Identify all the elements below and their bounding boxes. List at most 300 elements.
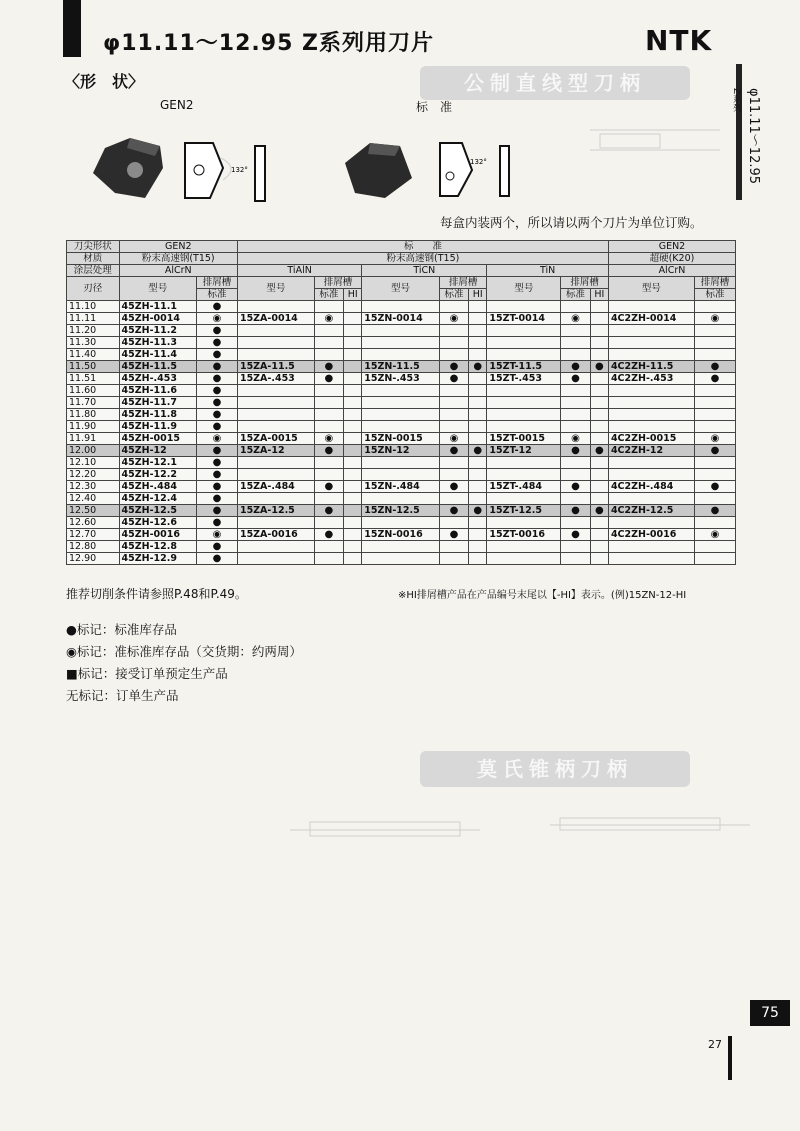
cell-gen2-right-model (608, 337, 694, 349)
cell-gen2-right-model (608, 409, 694, 421)
cell-tialn-hi (344, 433, 362, 445)
cell-ticn-model: 15ZN-0015 (362, 433, 440, 445)
cell-tin-hi (590, 409, 608, 421)
cell-tin-model: 15ZT-0016 (487, 529, 561, 541)
cell-tialn-model: 15ZA-.453 (237, 373, 314, 385)
cell-gen2-right-std: ● (694, 445, 735, 457)
cell-ticn-std: ● (439, 529, 468, 541)
cell-tialn-std: ● (314, 481, 343, 493)
cell-ticn-model (362, 337, 440, 349)
cell-gen2-right-std (694, 421, 735, 433)
th-tialn-chip-groove: 排屑槽 (314, 277, 362, 289)
table-row (67, 385, 736, 397)
cell-gen2-right-std: ◉ (694, 433, 735, 445)
cell-tialn-hi (344, 409, 362, 421)
standard-angle-label: 132° (470, 158, 487, 166)
cell-gen2-model: 45ZH-12.6 (119, 517, 197, 529)
cell-gen2-right-model (608, 493, 694, 505)
th-gen2-chip-groove: 排屑槽 (197, 277, 238, 289)
cutting-conditions-note: 推荐切削条件请参照P.48和P.49。 (66, 587, 247, 601)
cell-ticn-model (362, 469, 440, 481)
cell-tialn-std (314, 325, 343, 337)
table-row (67, 481, 736, 493)
cell-tin-hi (590, 349, 608, 361)
cell-ticn-std (439, 409, 468, 421)
cell-gen2-std: ● (197, 457, 238, 469)
cell-tin-std: ◉ (561, 313, 590, 325)
cell-tin-hi (590, 433, 608, 445)
cell-gen2-model: 45ZH-12.1 (119, 457, 197, 469)
th-tin-hi: HI (590, 289, 608, 301)
cell-gen2-right-model (608, 541, 694, 553)
cell-ticn-model: 15ZN-0014 (362, 313, 440, 325)
cell-tialn-hi (344, 385, 362, 397)
cell-tin-std: ● (561, 529, 590, 541)
cell-gen2-std: ● (197, 445, 238, 457)
cell-gen2-model: 45ZH-12.4 (119, 493, 197, 505)
cell-gen2-right-model (608, 553, 694, 565)
cell-diameter: 11.51 (67, 373, 120, 385)
cell-gen2-model: 45ZH-0016 (119, 529, 197, 541)
cell-ticn-std (439, 541, 468, 553)
cell-ticn-hi (469, 385, 487, 397)
table-row (67, 421, 736, 433)
cell-tialn-model: 15ZA-0016 (237, 529, 314, 541)
cell-gen2-right-std (694, 397, 735, 409)
cell-tialn-model (237, 457, 314, 469)
cell-ticn-hi (469, 349, 487, 361)
cell-gen2-right-model: 4C2ZH-11.5 (608, 361, 694, 373)
cell-tialn-hi (344, 553, 362, 565)
cell-gen2-std: ● (197, 553, 238, 565)
th-gen2-right-std: 标准 (694, 289, 735, 301)
cell-tin-hi: ● (590, 505, 608, 517)
cell-tin-std (561, 385, 590, 397)
table-row (67, 505, 736, 517)
cell-gen2-right-model: 4C2ZH-0015 (608, 433, 694, 445)
cell-tialn-hi (344, 469, 362, 481)
cell-ticn-model (362, 397, 440, 409)
cell-gen2-right-model (608, 517, 694, 529)
cell-tialn-model (237, 517, 314, 529)
cell-gen2-right-std (694, 469, 735, 481)
cell-gen2-model: 45ZH-11.2 (119, 325, 197, 337)
footer-bar (728, 1036, 732, 1080)
cell-ticn-std: ● (439, 481, 468, 493)
cell-tin-std (561, 349, 590, 361)
cell-gen2-model: 45ZH-11.3 (119, 337, 197, 349)
table-row (67, 517, 736, 529)
cell-gen2-right-model: 4C2ZH-.453 (608, 373, 694, 385)
cell-gen2-std: ● (197, 409, 238, 421)
cell-gen2-right-std (694, 385, 735, 397)
table-row (67, 397, 736, 409)
cell-ticn-std (439, 397, 468, 409)
cell-ticn-std (439, 349, 468, 361)
cell-ticn-std: ◉ (439, 433, 468, 445)
th-tin: TiN (487, 265, 609, 277)
cell-diameter: 12.90 (67, 553, 120, 565)
cell-tin-hi: ● (590, 361, 608, 373)
cell-gen2-model: 45ZH-12.8 (119, 541, 197, 553)
th-gen2-right: GEN2 (608, 241, 735, 253)
cell-diameter: 11.50 (67, 361, 120, 373)
cell-tialn-hi (344, 517, 362, 529)
cell-tin-std: ● (561, 361, 590, 373)
cell-tialn-model (237, 493, 314, 505)
cell-gen2-std: ● (197, 517, 238, 529)
cell-gen2-right-std: ● (694, 505, 735, 517)
cell-gen2-model: 45ZH-0015 (119, 433, 197, 445)
cell-tin-model (487, 301, 561, 313)
cell-tin-model: 15ZT-0014 (487, 313, 561, 325)
th-standard-material: 粉末高速钢(T15) (237, 253, 608, 265)
cell-gen2-right-model: 4C2ZH-0016 (608, 529, 694, 541)
cell-tialn-std (314, 385, 343, 397)
cell-gen2-right-std (694, 325, 735, 337)
cell-ticn-hi (469, 409, 487, 421)
th-carbide: 超硬(K20) (608, 253, 735, 265)
legend-no-mark: 无标记：订单生产品 (66, 688, 179, 703)
cell-tin-hi (590, 421, 608, 433)
cell-tialn-std: ● (314, 373, 343, 385)
cell-gen2-right-model (608, 301, 694, 313)
cell-diameter: 12.60 (67, 517, 120, 529)
cell-gen2-std: ● (197, 469, 238, 481)
cell-tin-model: 15ZT-.484 (487, 481, 561, 493)
cell-diameter: 11.40 (67, 349, 120, 361)
cell-tialn-model: 15ZA-12 (237, 445, 314, 457)
th-tin-model: 型号 (487, 277, 561, 301)
cell-ticn-hi (469, 541, 487, 553)
cell-tin-hi (590, 325, 608, 337)
page-title: φ11.11～12.95 Z系列用刀片 (103, 31, 434, 56)
cell-gen2-model: 45ZH-11.1 (119, 301, 197, 313)
cell-gen2-std: ● (197, 361, 238, 373)
cell-gen2-right-std (694, 337, 735, 349)
cell-tialn-std: ● (314, 445, 343, 457)
table-row (67, 433, 736, 445)
cell-gen2-std: ● (197, 505, 238, 517)
cell-gen2-model: 45ZH-11.4 (119, 349, 197, 361)
cell-tin-model: 15ZT-12.5 (487, 505, 561, 517)
cell-ticn-std (439, 301, 468, 313)
cell-tialn-std (314, 517, 343, 529)
cell-tin-model: 15ZT-12 (487, 445, 561, 457)
cell-tin-std (561, 553, 590, 565)
cell-tialn-std (314, 493, 343, 505)
cell-tin-std (561, 541, 590, 553)
cell-tin-model (487, 409, 561, 421)
cell-ticn-std (439, 421, 468, 433)
cell-tialn-std (314, 337, 343, 349)
cell-gen2-std: ● (197, 385, 238, 397)
shape-section-label: 〈形 状〉 (64, 72, 145, 91)
cell-gen2-right-std (694, 493, 735, 505)
cell-tin-model (487, 457, 561, 469)
side-tab-label: φ11.11～12.95 (746, 88, 761, 185)
cell-ticn-model (362, 457, 440, 469)
cell-tin-std (561, 517, 590, 529)
cell-gen2-std: ● (197, 349, 238, 361)
cell-diameter: 11.70 (67, 397, 120, 409)
table-row (67, 301, 736, 313)
cell-gen2-right-std (694, 349, 735, 361)
cell-tialn-std: ● (314, 505, 343, 517)
cell-tin-model (487, 337, 561, 349)
cell-gen2-right-model: 4C2ZH-12.5 (608, 505, 694, 517)
cell-ticn-model: 15ZN-.484 (362, 481, 440, 493)
cell-gen2-right-model (608, 385, 694, 397)
cell-tialn-std (314, 541, 343, 553)
table-row (67, 337, 736, 349)
th-material: 材质 (67, 253, 120, 265)
table-row (67, 553, 736, 565)
th-ticn-model: 型号 (362, 277, 440, 301)
cell-gen2-model: 45ZH-0014 (119, 313, 197, 325)
th-ticn-std: 标准 (439, 289, 468, 301)
th-tin-chip-groove: 排屑槽 (561, 277, 609, 289)
cell-tin-std (561, 409, 590, 421)
th-tin-std: 标准 (561, 289, 590, 301)
cell-gen2-model: 45ZH-11.5 (119, 361, 197, 373)
cell-gen2-right-model (608, 457, 694, 469)
cell-gen2-right-std (694, 553, 735, 565)
cell-ticn-std (439, 337, 468, 349)
cell-gen2-right-model: 4C2ZH-0014 (608, 313, 694, 325)
th-gen2-right-model: 型号 (608, 277, 694, 301)
cell-ticn-model: 15ZN-12 (362, 445, 440, 457)
cell-gen2-std: ● (197, 337, 238, 349)
cell-gen2-right-model (608, 397, 694, 409)
cell-tin-std (561, 493, 590, 505)
cell-gen2-right-model (608, 469, 694, 481)
cell-tialn-model (237, 409, 314, 421)
cell-gen2-std: ◉ (197, 313, 238, 325)
cell-tin-std: ● (561, 373, 590, 385)
cell-ticn-model (362, 325, 440, 337)
gen2-insert-illustration (85, 118, 275, 213)
table-row (67, 409, 736, 421)
cell-gen2-right-std: ● (694, 481, 735, 493)
cell-diameter: 12.40 (67, 493, 120, 505)
cell-tin-hi (590, 457, 608, 469)
cell-tin-model (487, 493, 561, 505)
cell-gen2-model: 45ZH-11.8 (119, 409, 197, 421)
cell-gen2-std: ◉ (197, 433, 238, 445)
cell-ticn-hi (469, 433, 487, 445)
cell-ticn-hi (469, 457, 487, 469)
cell-diameter: 11.80 (67, 409, 120, 421)
cell-tialn-model: 15ZA-11.5 (237, 361, 314, 373)
cell-ticn-hi (469, 325, 487, 337)
cell-tin-model (487, 397, 561, 409)
cell-ticn-hi (469, 301, 487, 313)
cell-tin-hi (590, 313, 608, 325)
cell-ticn-hi (469, 481, 487, 493)
th-ticn: TiCN (362, 265, 487, 277)
cell-diameter: 12.20 (67, 469, 120, 481)
cell-ticn-hi (469, 529, 487, 541)
cell-gen2-model: 45ZH-12.9 (119, 553, 197, 565)
bleed-through-heading-mid: 莫氏锥柄刀柄 (420, 751, 690, 787)
cell-ticn-std: ● (439, 445, 468, 457)
legend-standard-stock: ●标记：标准库存品 (66, 622, 177, 637)
cell-ticn-hi: ● (469, 505, 487, 517)
cell-gen2-right-std (694, 457, 735, 469)
cell-ticn-std: ● (439, 505, 468, 517)
bleed-through-drawing-top (580, 110, 740, 170)
cell-tin-model: 15ZT-.453 (487, 373, 561, 385)
table-row (67, 373, 736, 385)
cell-tialn-std: ◉ (314, 433, 343, 445)
cell-tialn-hi (344, 421, 362, 433)
bleed-through-drawing-mid (280, 800, 760, 870)
cell-tin-model (487, 349, 561, 361)
cell-gen2-right-std: ● (694, 373, 735, 385)
cell-tin-hi (590, 373, 608, 385)
legend-semi-standard: ◉标记：准标准库存品（交货期：约两周） (66, 644, 302, 659)
cell-gen2-right-model (608, 349, 694, 361)
cell-ticn-model (362, 493, 440, 505)
cell-tin-std (561, 457, 590, 469)
cell-tin-hi (590, 337, 608, 349)
cell-ticn-model: 15ZN-.453 (362, 373, 440, 385)
cell-tialn-hi (344, 349, 362, 361)
standard-insert-illustration (340, 118, 520, 213)
bleed-through-heading-top: 公制直线型刀柄 (420, 66, 690, 100)
cell-gen2-right-std (694, 541, 735, 553)
cell-tialn-hi (344, 361, 362, 373)
cell-gen2-std: ● (197, 421, 238, 433)
cell-tialn-hi (344, 397, 362, 409)
cell-ticn-hi (469, 469, 487, 481)
cell-tin-model (487, 421, 561, 433)
cell-gen2-right-std (694, 301, 735, 313)
table-row (67, 313, 736, 325)
cell-tialn-std (314, 301, 343, 313)
cell-gen2-right-std: ● (694, 361, 735, 373)
th-diameter: 刃径 (67, 277, 120, 301)
cell-tin-hi (590, 481, 608, 493)
cell-tin-std (561, 337, 590, 349)
cell-diameter: 12.10 (67, 457, 120, 469)
cell-tialn-model: 15ZA-.484 (237, 481, 314, 493)
th-gen2-material: 粉末高速钢(T15) (119, 253, 237, 265)
th-gen2: GEN2 (119, 241, 237, 253)
table-row (67, 325, 736, 337)
cell-diameter: 12.80 (67, 541, 120, 553)
cell-tin-hi (590, 301, 608, 313)
cell-tialn-hi (344, 445, 362, 457)
table-row (67, 445, 736, 457)
cell-ticn-std (439, 493, 468, 505)
cell-tin-std: ● (561, 505, 590, 517)
cell-tialn-hi (344, 313, 362, 325)
cell-gen2-right-model: 4C2ZH-.484 (608, 481, 694, 493)
cell-gen2-model: 45ZH-12.5 (119, 505, 197, 517)
cell-tin-std (561, 421, 590, 433)
cell-diameter: 11.20 (67, 325, 120, 337)
cell-ticn-model (362, 553, 440, 565)
brand-logo: NTK (645, 24, 713, 57)
cell-ticn-std (439, 553, 468, 565)
cell-tialn-std (314, 421, 343, 433)
cell-ticn-std (439, 517, 468, 529)
cell-gen2-model: 45ZH-11.9 (119, 421, 197, 433)
cell-ticn-std: ● (439, 361, 468, 373)
cell-ticn-model: 15ZN-0016 (362, 529, 440, 541)
cell-diameter: 11.91 (67, 433, 120, 445)
cell-diameter: 11.30 (67, 337, 120, 349)
cell-ticn-hi (469, 517, 487, 529)
gen2-angle-label: 132° (231, 166, 248, 174)
cell-tialn-std: ● (314, 361, 343, 373)
cell-gen2-std: ◉ (197, 529, 238, 541)
cell-tialn-model: 15ZA-0014 (237, 313, 314, 325)
cell-tin-model: 15ZT-11.5 (487, 361, 561, 373)
cell-gen2-std: ● (197, 325, 238, 337)
cell-ticn-hi (469, 373, 487, 385)
cell-tin-std (561, 397, 590, 409)
cell-tin-std (561, 325, 590, 337)
cell-diameter: 12.70 (67, 529, 120, 541)
cell-gen2-right-std (694, 517, 735, 529)
cell-tin-model (487, 469, 561, 481)
cell-gen2-std: ● (197, 493, 238, 505)
cell-tialn-model: 15ZA-0015 (237, 433, 314, 445)
cell-ticn-hi (469, 421, 487, 433)
th-tialn-hi: HI (344, 289, 362, 301)
table-row (67, 349, 736, 361)
standard-shape-label: 标 准 (416, 100, 453, 114)
cell-gen2-model: 45ZH-11.7 (119, 397, 197, 409)
cell-ticn-std (439, 385, 468, 397)
cell-gen2-right-model (608, 325, 694, 337)
cell-gen2-right-std: ◉ (694, 313, 735, 325)
cell-diameter: 11.60 (67, 385, 120, 397)
cell-gen2-model: 45ZH-12 (119, 445, 197, 457)
cell-ticn-hi (469, 313, 487, 325)
cell-tin-std: ● (561, 445, 590, 457)
th-tialn: TiAlN (237, 265, 361, 277)
cell-tialn-hi (344, 325, 362, 337)
cell-gen2-right-std: ◉ (694, 529, 735, 541)
cell-tialn-model (237, 337, 314, 349)
cell-ticn-std: ● (439, 373, 468, 385)
table-row (67, 457, 736, 469)
cell-gen2-model: 45ZH-12.2 (119, 469, 197, 481)
cell-ticn-std (439, 325, 468, 337)
cell-tin-hi (590, 493, 608, 505)
cell-ticn-hi (469, 493, 487, 505)
cell-tialn-model: 15ZA-12.5 (237, 505, 314, 517)
cell-tin-std (561, 301, 590, 313)
cell-diameter: 12.50 (67, 505, 120, 517)
cell-gen2-std: ● (197, 397, 238, 409)
cell-tialn-std: ● (314, 529, 343, 541)
cell-ticn-model (362, 349, 440, 361)
cell-tialn-hi (344, 481, 362, 493)
cell-tialn-hi (344, 337, 362, 349)
cell-tin-hi (590, 469, 608, 481)
cell-tialn-model (237, 397, 314, 409)
th-gen2-right-chip-groove: 排屑槽 (694, 277, 735, 289)
th-ticn-chip-groove: 排屑槽 (439, 277, 487, 289)
cell-tin-model (487, 553, 561, 565)
cell-tin-hi (590, 385, 608, 397)
cell-ticn-model: 15ZN-12.5 (362, 505, 440, 517)
